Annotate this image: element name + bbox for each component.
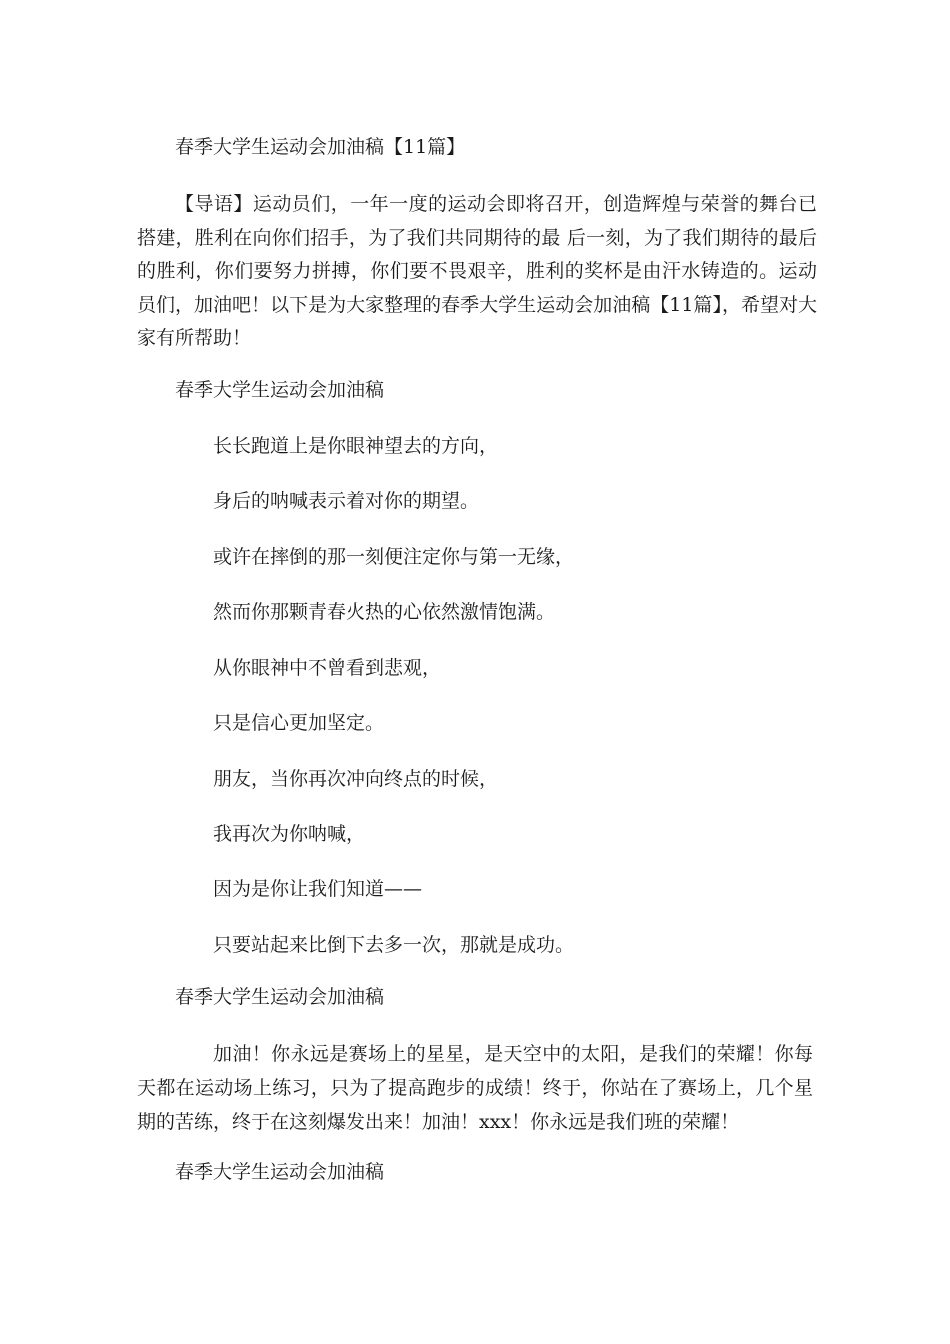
body-paragraph bbox=[137, 1037, 813, 1139]
section-heading: 春季大学生运动会加油稿 bbox=[175, 986, 385, 1008]
section-heading: 春季大学生运动会加油稿 bbox=[175, 1161, 385, 1183]
poem-line: 身后的呐喊表示着对你的期望。 bbox=[213, 490, 480, 512]
document-title: 春季大学生运动会加油稿【11篇】 bbox=[175, 136, 466, 158]
section-heading: 春季大学生运动会加油稿 bbox=[175, 379, 385, 401]
poem-line: 从你眼神中不曾看到悲观， bbox=[213, 657, 442, 679]
poem-line: 朋友，当你再次冲向终点的时候， bbox=[213, 768, 499, 790]
poem-line: 只要站起来比倒下去多一次，那就是成功。 bbox=[213, 934, 575, 956]
body-paragraph-text: 加油！你永远是赛场上的星星，是天空中的太阳，是我们的荣耀！你每天都在运动场上练习，只为了提高跑步的成绩！终于，你站在了赛场上，几个星期的苦练，终于在这刻爆发出来！加油！xxx！你永远是我们班的荣耀！ bbox=[137, 1043, 813, 1133]
poem-line: 或许在摔倒的那一刻便注定你与第一无缘， bbox=[213, 546, 575, 568]
poem-line: 只是信心更加坚定。 bbox=[213, 712, 385, 734]
poem-line: 然而你那颗青春火热的心依然激情饱满。 bbox=[213, 601, 556, 623]
intro-paragraph bbox=[137, 188, 817, 356]
poem-line: 我再次为你呐喊， bbox=[213, 823, 366, 845]
poem-line: 因为是你让我们知道—— bbox=[213, 878, 423, 900]
poem-line: 长长跑道上是你眼神望去的方向， bbox=[213, 435, 499, 457]
intro-text: 【导语】运动员们，一年一度的运动会即将召开，创造辉煌与荣誉的舞台已搭建，胜利在向你们招手，为了我们共同期待的最 后一刻，为了我们期待的最后的胜利，你们要努力拼搏，你们要不畏艰辛，胜利的奖杯是由汗水铸造的。运动员们，加油吧！以下是为大家整理的春季大学生运动会加油稿【11篇】，希望对大家有所帮助！ bbox=[137, 193, 817, 349]
